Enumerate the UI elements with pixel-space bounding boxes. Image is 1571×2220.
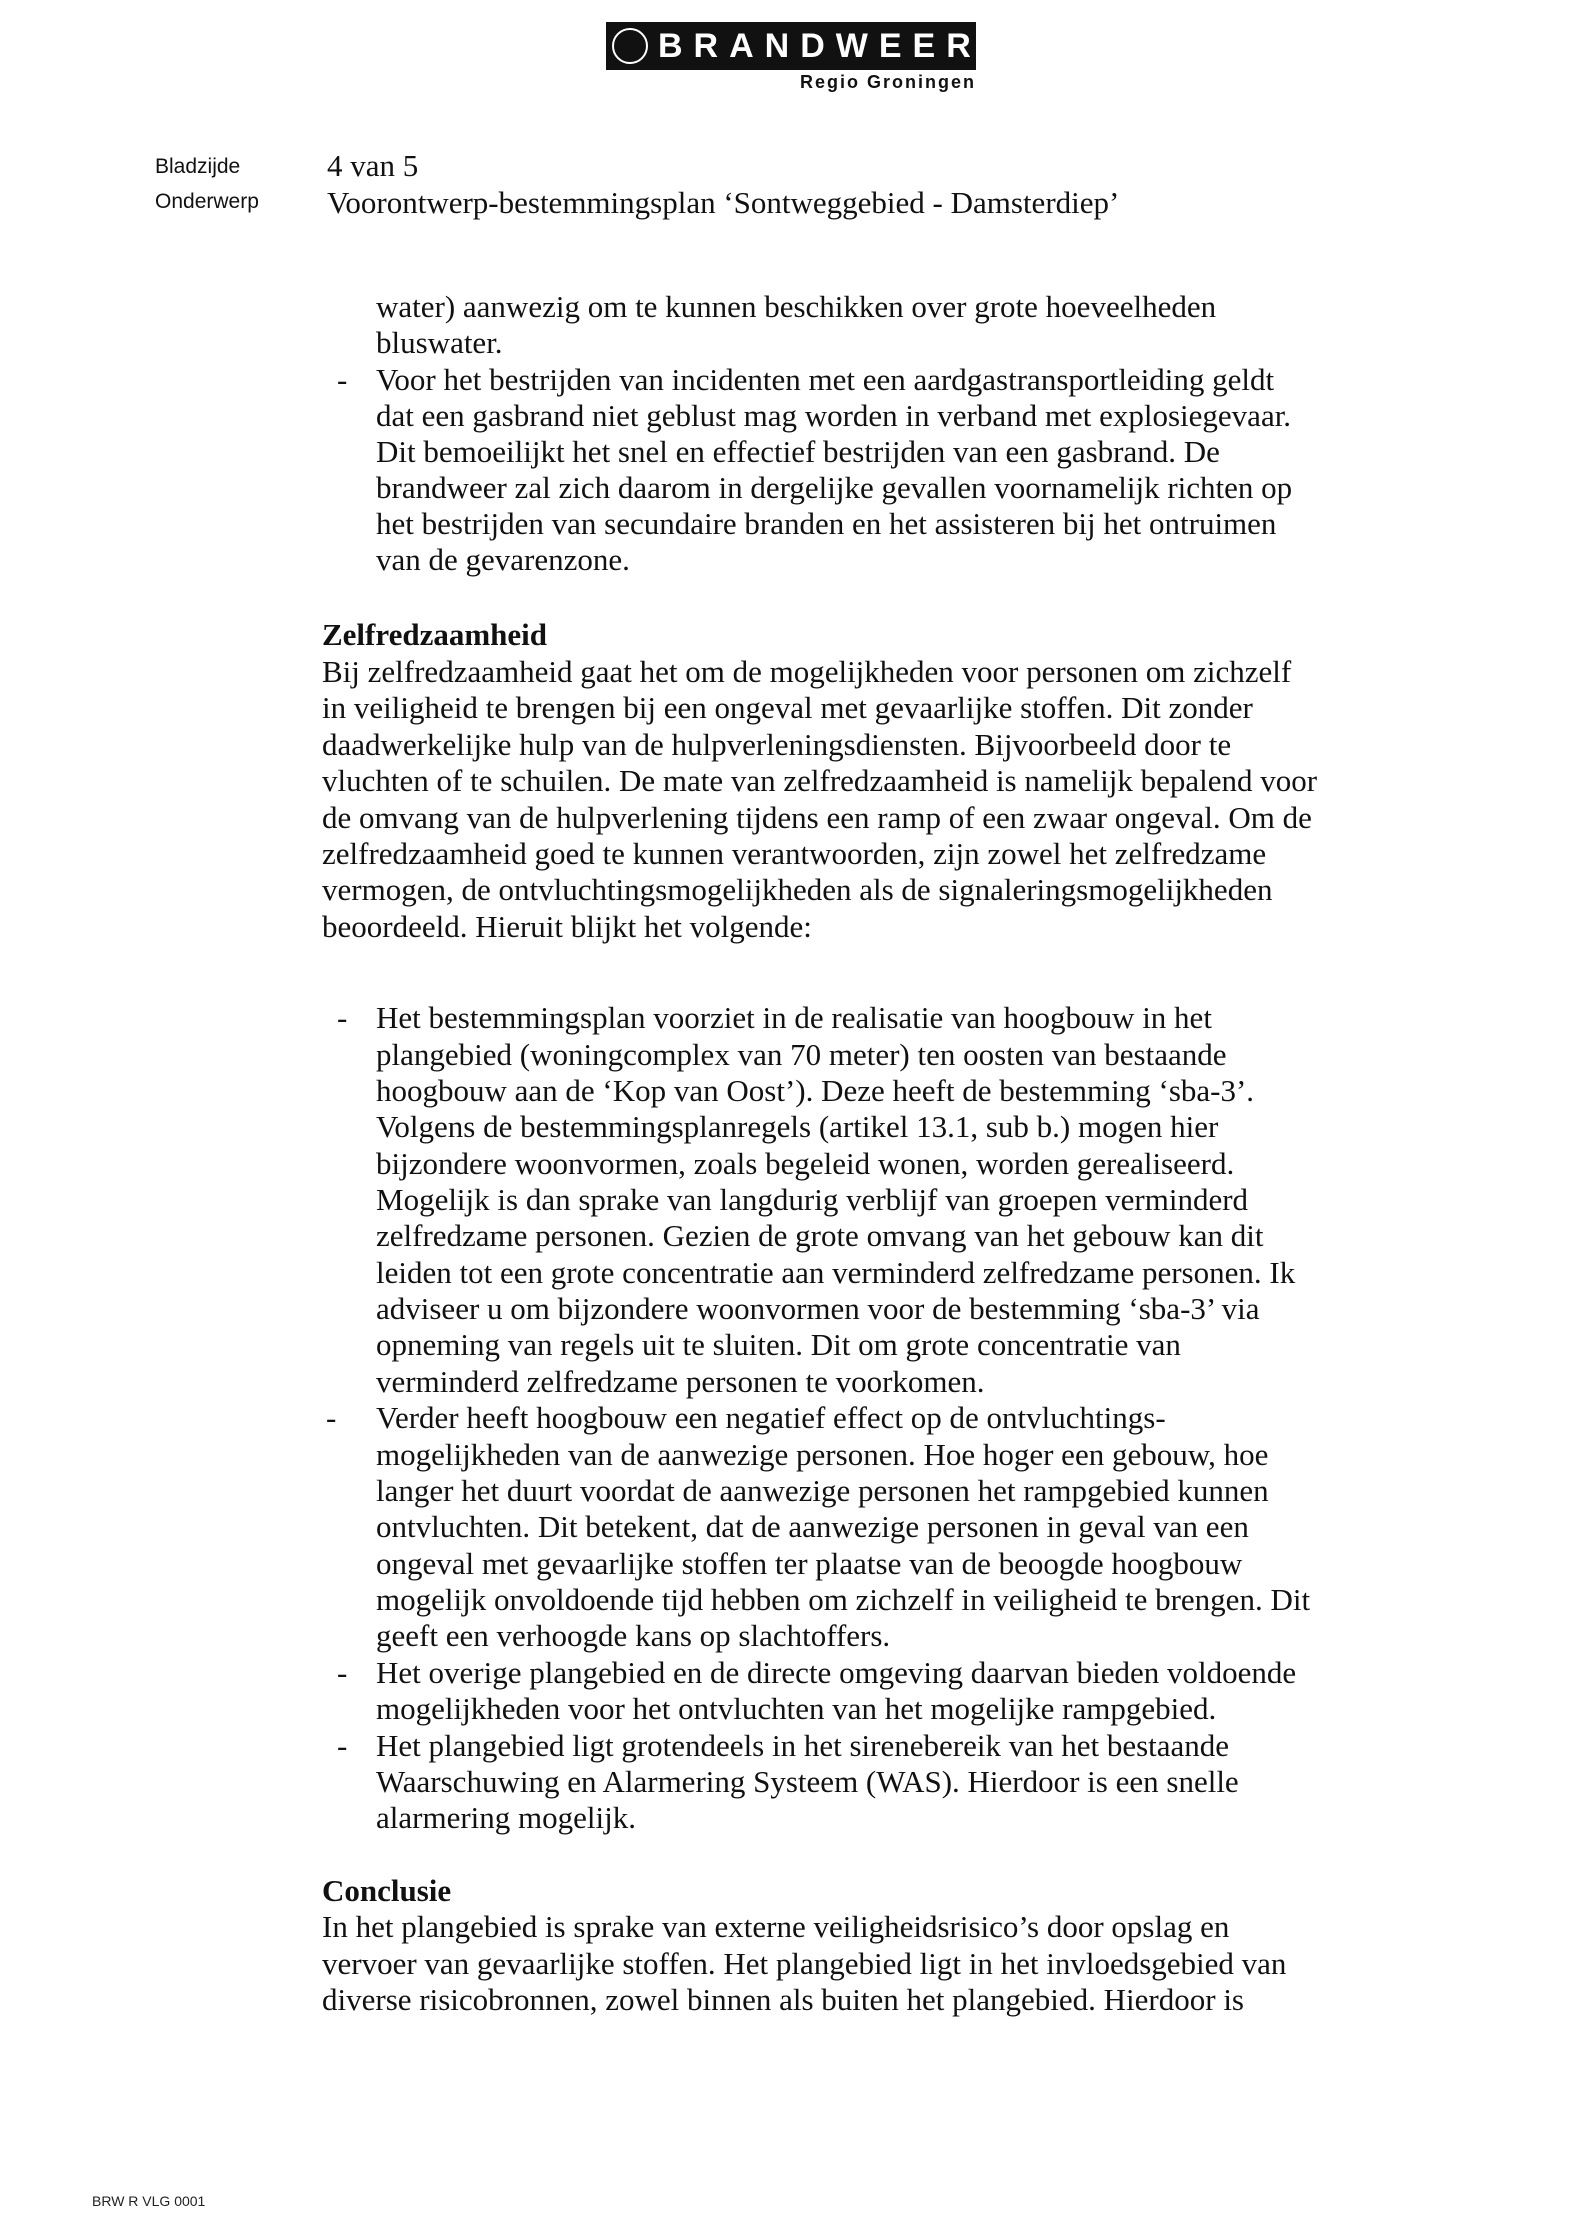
paragraph-line: daadwerkelijke hulp van de hulpverleningsdiensten. Bijvoorbeeld door te	[322, 727, 1232, 762]
list-item-line: Waarschuwing en Alarmering Systeem (WAS). Hierdoor is een snelle	[376, 1764, 1239, 1799]
list-item-line: Verder heeft hoogbouw een negatief effect op de ontvluchtings-	[376, 1400, 1166, 1435]
list-item-line: bijzondere woonvormen, zoals begeleid wonen, worden gerealiseerd.	[376, 1146, 1235, 1181]
list-item-line: Voor het bestrijden van incidenten met een aardgastransportleiding geldt	[376, 362, 1275, 397]
paragraph-line: vermogen, de ontvluchtingsmogelijkheden als de signaleringsmogelijkheden	[322, 872, 1273, 907]
subject-value: Voorontwerp-bestemmingsplan ‘Sontweggebied - Damsterdiep’	[327, 185, 1120, 220]
list-item-line: ongeval met gevaarlijke stoffen ter plaatse van de beoogde hoogbouw	[376, 1546, 1243, 1581]
list-item-line: Het plangebied ligt grotendeels in het sirenebereik van het bestaande	[376, 1728, 1230, 1763]
logo-text: BRANDWEER	[658, 27, 982, 65]
list-item-line: Mogelijk is dan sprake van langdurig verblijf van groepen verminderd	[376, 1182, 1249, 1217]
list-item-line: mogelijkheden voor het ontvluchten van het mogelijke rampgebied.	[376, 1691, 1217, 1726]
paragraph-line: diverse risicobronnen, zowel binnen als buiten het plangebied. Hierdoor is	[322, 1982, 1244, 2017]
list-item-line: Het overige plangebied en de directe omgeving daarvan bieden voldoende	[376, 1655, 1297, 1690]
paragraph-line: Bij zelfredzaamheid gaat het om de mogelijkheden voor personen om zichzelf	[322, 654, 1292, 689]
logo-subtitle: Regio Groningen	[800, 72, 976, 92]
list-item-line: dat een gasbrand niet geblust mag worden in verband met explosiegevaar.	[376, 398, 1292, 433]
paragraph-line: In het plangebied is sprake van externe veiligheidsrisico’s door opslag en	[322, 1909, 1230, 1944]
list-item-line: mogelijk onvoldoende tijd hebben om zichzelf in veiligheid te brengen. Dit	[376, 1582, 1311, 1617]
section-heading: Conclusie	[322, 1873, 452, 1908]
list-item-line: leiden tot een grote concentratie aan verminderd zelfredzame personen. Ik	[376, 1255, 1296, 1290]
list-item-line: plangebied (woningcomplex van 70 meter) ten oosten van bestaande	[376, 1037, 1227, 1072]
bullet-marker: -	[337, 1728, 348, 1763]
list-item-line: het bestrijden van secundaire branden en het assisteren bij het ontruimen	[376, 506, 1277, 541]
list-item-line: mogelijkheden van de aanwezige personen. Hoe hoger een gebouw, hoe	[376, 1437, 1269, 1472]
list-item-line: opneming van regels uit te sluiten. Dit om grote concentratie van	[376, 1327, 1181, 1362]
paragraph-line: in veiligheid te brengen bij een ongeval met gevaarlijke stoffen. Dit zonder	[322, 690, 1253, 725]
list-item-line: adviseer u om bijzondere woonvormen voor de bestemming ‘sba-3’ via	[376, 1291, 1260, 1326]
paragraph-line: zelfredzaamheid goed te kunnen verantwoorden, zijn zowel het zelfredzame	[322, 836, 1267, 871]
paragraph-line: beoordeeld. Hieruit blijkt het volgende:	[322, 909, 812, 944]
list-item-line: hoogbouw aan de ‘Kop van Oost’). Deze heeft de bestemming ‘sba-3’.	[376, 1073, 1255, 1108]
list-item-line: langer het duurt voordat de aanwezige personen het rampgebied kunnen	[376, 1473, 1269, 1508]
bullet-marker: -	[337, 362, 348, 397]
subject-label: Onderwerp	[155, 190, 259, 213]
bullet-marker: -	[337, 1655, 348, 1690]
list-item-line: alarmering mogelijk.	[376, 1800, 636, 1835]
list-item-line: zelfredzame personen. Gezien de grote omvang van het gebouw kan dit	[376, 1218, 1264, 1253]
list-item-line: brandweer zal zich daarom in dergelijke gevallen voornamelijk richten op	[376, 470, 1293, 505]
list-item-line: Dit bemoeilijkt het snel en effectief bestrijden van een gasbrand. De	[376, 434, 1220, 469]
bullet-marker: -	[326, 1400, 337, 1435]
list-item-line: Volgens de bestemmingsplanregels (artikel 13.1, sub b.) mogen hier	[376, 1109, 1219, 1144]
page-number: 4 van 5	[327, 148, 419, 183]
list-item-line: ontvluchten. Dit betekent, dat de aanwezige personen in geval van een	[376, 1509, 1249, 1544]
brandweer-logo	[606, 22, 986, 92]
paragraph-line: vervoer van gevaarlijke stoffen. Het plangebied ligt in het invloedsgebied van	[322, 1946, 1287, 1981]
list-item-line: verminderd zelfredzame personen te voorkomen.	[376, 1364, 985, 1399]
logo-banner	[606, 22, 982, 70]
list-item-line: geeft een verhoogde kans op slachtoffers.	[376, 1618, 891, 1653]
emblem-icon	[612, 28, 648, 64]
paragraph-line: de omvang van de hulpverlening tijdens een ramp of een zwaar ongeval. Om de	[322, 800, 1312, 835]
bullet-marker: -	[337, 1000, 348, 1035]
paragraph-line: vluchten of te schuilen. De mate van zelfredzaamheid is namelijk bepalend voor	[322, 763, 1318, 798]
list-item-line: Het bestemmingsplan voorziet in de realisatie van hoogbouw in het	[376, 1000, 1212, 1035]
list-item-line: water) aanwezig om te kunnen beschikken over grote hoeveelheden	[376, 289, 1217, 324]
page-label: Bladzijde	[155, 155, 241, 178]
form-code: BRW R VLG 0001	[92, 2193, 206, 2209]
section-heading: Zelfredzaamheid	[322, 617, 548, 652]
list-item-line: bluswater.	[376, 325, 503, 360]
list-item-line: van de gevarenzone.	[376, 542, 630, 577]
